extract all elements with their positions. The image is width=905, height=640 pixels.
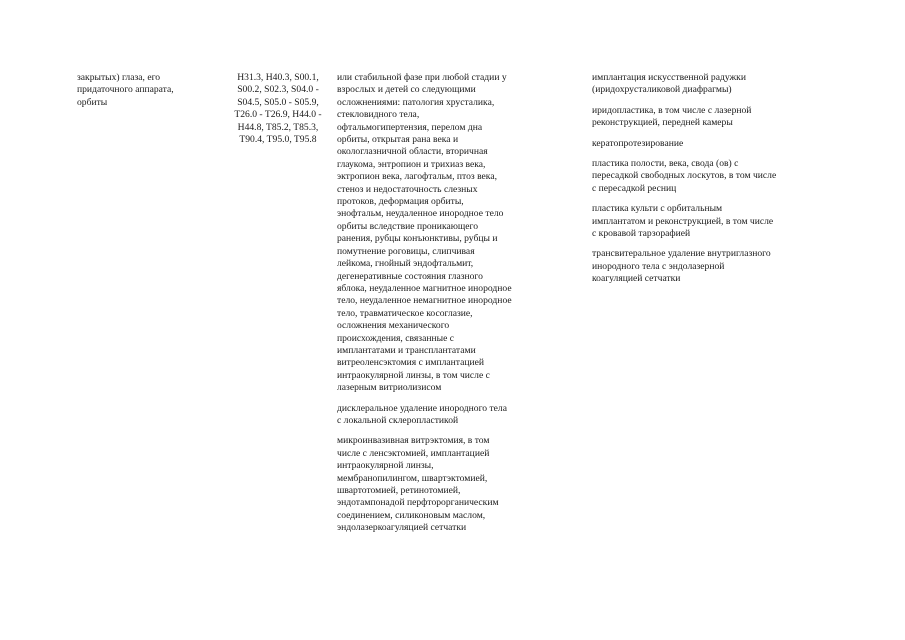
treatments-column [592, 72, 777, 286]
treatment-paragraph: иридопластика, в том числе с лазерной реконструкцией, передней камеры [592, 104, 752, 129]
icd-codes-text: H31.3, H40.3, S00.1, S00.2, S02.3, S04.0 - S04.5, S05.0 - S05.9, T26.0 - T26.9, H44.0 - H44.8, T85.2, T85.3, T90.4, T95.0, T95.8 [234, 72, 322, 146]
condition-paragraph: микроинвазивная витрэктомия, в том числе с ленсэктомией, имплантацией интраокулярной линзы, мембранопилингом, швартэктомией, швартотомией, ретинотомией, эндотампонадой перфторорганическим соединением, силиконовым маслом, эндолазеркоагуляцией сетчатки [337, 435, 499, 534]
treatment-paragraph: имплантация искусственной радужки (иридохрусталиковой диафрагмы) [592, 72, 746, 96]
treatment-paragraph: трансвитеральное удаление внутриглазного инородного тела с эндолазерной коагуляцией сетчатки [592, 248, 771, 285]
treatment-paragraph: кератопротезирование [592, 137, 684, 149]
diagnosis-column [77, 72, 205, 109]
condition-paragraph: дисклеральное удаление инородного тела с локальной склеропластикой [337, 402, 507, 426]
diagnosis-text: закрытых) глаза, его придаточного аппарата, орбиты [77, 72, 174, 108]
treatment-paragraph: пластика полости, века, свода (ов) с пересадкой свободных лоскутов, в том числе с пересадкой ресниц [592, 158, 777, 194]
treatment-paragraph: пластика культи с орбитальным имплантатом и реконструкцией, в том числе с кровавой тарзорафией [592, 203, 774, 240]
condition-paragraph: или стабильной фазе при любой стадии у взрослых и детей со следующими осложнениями: патология хрусталика, стекловидного тела, офтальмогипертензия, перелом дна орбиты, открытая рана века и окологлазничной области, вторичная глаукома, энтропион и трихиаз века, эктропион века, лагофтальм, птоз века, стеноз и недостаточность слезных протоков, деформация орбиты, энофтальм, неудаленное инородное тело орбиты вследствие проникающего ранения, рубцы конъюнктивы, рубцы и помутнение роговицы, слипчивая лейкома, гнойный эндофтальмит, дегенеративные состояния глазного яблока, неудаленное магнитное инородное тело, неудаленное немагнитное инородное тело, травматическое косоглазие, осложнения механического происхождения, связанные с имплантатами и трансплантатами витреоленсэктомия с имплантацией интраокулярной линзы, в том числе с лазерным витриолизисом [337, 72, 512, 394]
conditions-column [337, 72, 512, 535]
icd-codes-column [227, 72, 329, 146]
